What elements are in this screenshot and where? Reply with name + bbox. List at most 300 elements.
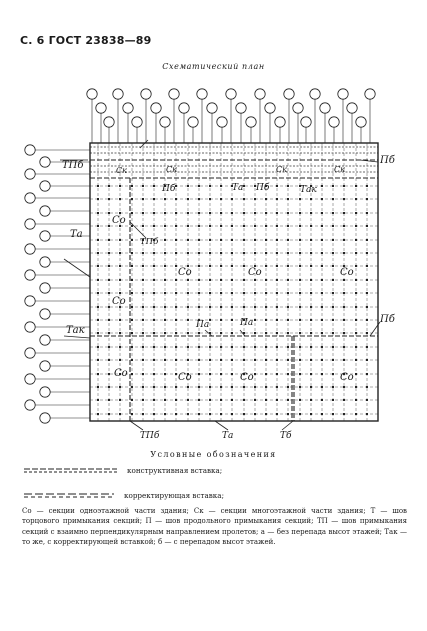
- column-mark: [198, 399, 200, 401]
- column-mark: [119, 239, 121, 241]
- column-mark: [310, 306, 312, 308]
- column-mark: [310, 319, 312, 321]
- column-mark: [108, 212, 110, 214]
- column-mark: [164, 292, 166, 294]
- column-mark: [231, 279, 233, 281]
- column-mark: [164, 239, 166, 241]
- column-mark: [131, 373, 133, 375]
- column-mark: [299, 292, 301, 294]
- column-mark: [108, 399, 110, 401]
- column-mark: [153, 413, 155, 415]
- column-mark: [142, 306, 144, 308]
- column-mark: [265, 252, 267, 254]
- label-ta-bottom: Та: [222, 431, 234, 441]
- column-mark: [142, 413, 144, 415]
- column-mark: [276, 198, 278, 200]
- label-tak-left: Так: [66, 325, 85, 336]
- column-mark: [243, 306, 245, 308]
- axis-bubble: [25, 145, 35, 155]
- column-mark: [131, 212, 133, 214]
- column-mark: [153, 198, 155, 200]
- column-mark: [254, 239, 256, 241]
- column-mark: [299, 225, 301, 227]
- column-mark: [366, 359, 368, 361]
- column-mark: [355, 239, 357, 241]
- column-mark: [142, 292, 144, 294]
- column-mark: [321, 346, 323, 348]
- column-mark: [332, 265, 334, 267]
- column-mark: [287, 292, 289, 294]
- leader-line: [64, 336, 90, 338]
- column-mark: [108, 359, 110, 361]
- column-mark: [321, 252, 323, 254]
- column-mark: [198, 332, 200, 334]
- column-mark: [220, 346, 222, 348]
- column-mark: [231, 373, 233, 375]
- column-mark: [366, 279, 368, 281]
- axis-bubble: [40, 335, 50, 345]
- column-mark: [175, 359, 177, 361]
- column-mark: [187, 399, 189, 401]
- axis-bubble: [40, 257, 50, 267]
- column-mark: [209, 346, 211, 348]
- column-mark: [175, 346, 177, 348]
- column-mark: [97, 386, 99, 388]
- axis-bubble: [40, 413, 50, 423]
- column-mark: [231, 332, 233, 334]
- column-mark: [276, 413, 278, 415]
- column-mark: [209, 212, 211, 214]
- column-mark: [187, 292, 189, 294]
- column-mark: [175, 386, 177, 388]
- column-mark: [198, 225, 200, 227]
- column-mark: [243, 252, 245, 254]
- column-mark: [164, 265, 166, 267]
- column-mark: [287, 185, 289, 187]
- column-mark: [131, 413, 133, 415]
- axis-bubble: [265, 103, 275, 113]
- column-mark: [254, 279, 256, 281]
- label-tpb-bottom: ТПб: [140, 431, 160, 441]
- column-mark: [164, 399, 166, 401]
- axis-bubble: [217, 117, 227, 127]
- column-mark: [187, 346, 189, 348]
- column-mark: [153, 279, 155, 281]
- column-mark: [332, 359, 334, 361]
- column-mark: [355, 265, 357, 267]
- column-mark: [254, 212, 256, 214]
- label-pb-inner: Пб: [256, 183, 270, 193]
- column-mark: [209, 292, 211, 294]
- column-mark: [343, 399, 345, 401]
- column-mark: [142, 359, 144, 361]
- axis-bubble: [25, 400, 35, 410]
- column-mark: [164, 319, 166, 321]
- column-mark: [119, 399, 121, 401]
- column-mark: [220, 373, 222, 375]
- axis-bubble: [236, 103, 246, 113]
- column-mark: [265, 386, 267, 388]
- axis-bubble: [151, 103, 161, 113]
- column-mark: [175, 225, 177, 227]
- column-mark: [332, 319, 334, 321]
- column-mark: [299, 306, 301, 308]
- column-mark: [310, 225, 312, 227]
- column-mark: [321, 399, 323, 401]
- column-mark: [276, 279, 278, 281]
- column-mark: [332, 373, 334, 375]
- column-mark: [164, 373, 166, 375]
- column-mark: [254, 386, 256, 388]
- column-mark: [355, 332, 357, 334]
- column-mark: [343, 212, 345, 214]
- column-mark: [108, 332, 110, 334]
- column-mark: [153, 212, 155, 214]
- column-mark: [97, 265, 99, 267]
- label-co-left: Со: [112, 296, 126, 307]
- column-mark: [220, 225, 222, 227]
- column-mark: [231, 212, 233, 214]
- column-mark: [175, 306, 177, 308]
- column-mark: [97, 185, 99, 187]
- axis-bubble: [132, 117, 142, 127]
- column-mark: [164, 359, 166, 361]
- column-mark: [153, 252, 155, 254]
- column-mark: [220, 252, 222, 254]
- column-mark: [355, 306, 357, 308]
- leader-line: [282, 421, 293, 430]
- column-mark: [366, 319, 368, 321]
- column-mark: [97, 292, 99, 294]
- column-mark: [97, 359, 99, 361]
- column-mark: [276, 239, 278, 241]
- axis-bubble: [113, 89, 123, 99]
- column-mark: [220, 265, 222, 267]
- column-mark: [299, 373, 301, 375]
- column-mark: [231, 359, 233, 361]
- column-mark: [231, 252, 233, 254]
- axis-bubble: [356, 117, 366, 127]
- column-mark: [254, 225, 256, 227]
- column-mark: [332, 399, 334, 401]
- column-mark: [265, 359, 267, 361]
- column-mark: [287, 386, 289, 388]
- label-ck: Ск: [116, 166, 127, 175]
- column-mark: [355, 198, 357, 200]
- column-mark: [343, 413, 345, 415]
- column-mark: [321, 386, 323, 388]
- column-mark: [187, 359, 189, 361]
- column-mark: [243, 225, 245, 227]
- column-mark: [97, 373, 99, 375]
- column-mark: [299, 359, 301, 361]
- column-mark: [175, 292, 177, 294]
- column-mark: [299, 399, 301, 401]
- column-mark: [198, 373, 200, 375]
- page-header: С. 6 ГОСТ 23838—89: [20, 34, 152, 47]
- column-mark: [142, 386, 144, 388]
- column-mark: [198, 413, 200, 415]
- column-mark: [243, 359, 245, 361]
- column-mark: [108, 198, 110, 200]
- column-mark: [175, 399, 177, 401]
- column-mark: [97, 225, 99, 227]
- column-mark: [119, 292, 121, 294]
- column-mark: [265, 265, 267, 267]
- column-mark: [287, 252, 289, 254]
- column-mark: [343, 225, 345, 227]
- column-mark: [231, 319, 233, 321]
- column-mark: [343, 346, 345, 348]
- axis-bubble: [169, 89, 179, 99]
- column-mark: [332, 292, 334, 294]
- label-co: Со: [240, 372, 254, 383]
- column-mark: [254, 399, 256, 401]
- column-mark: [153, 399, 155, 401]
- column-mark: [287, 239, 289, 241]
- column-mark: [287, 265, 289, 267]
- label-co-left: Со: [114, 368, 128, 379]
- label-ck: Ск: [166, 165, 177, 174]
- column-mark: [321, 306, 323, 308]
- label-pa: Па: [240, 318, 254, 328]
- column-mark: [97, 239, 99, 241]
- column-mark: [231, 413, 233, 415]
- column-mark: [119, 346, 121, 348]
- column-mark: [310, 198, 312, 200]
- column-mark: [243, 399, 245, 401]
- column-mark: [209, 198, 211, 200]
- column-mark: [153, 386, 155, 388]
- column-mark: [175, 279, 177, 281]
- column-mark: [254, 359, 256, 361]
- column-mark: [164, 413, 166, 415]
- column-mark: [198, 212, 200, 214]
- column-mark: [332, 279, 334, 281]
- column-mark: [332, 306, 334, 308]
- axis-bubble: [104, 117, 114, 127]
- axis-bubble: [255, 89, 265, 99]
- column-mark: [355, 413, 357, 415]
- axis-bubble: [25, 348, 35, 358]
- axis-bubble: [365, 89, 375, 99]
- column-mark: [310, 292, 312, 294]
- column-mark: [310, 413, 312, 415]
- column-mark: [355, 252, 357, 254]
- column-mark: [366, 346, 368, 348]
- column-mark: [243, 386, 245, 388]
- column-mark: [108, 239, 110, 241]
- column-mark: [164, 252, 166, 254]
- column-mark: [310, 386, 312, 388]
- axis-bubble: [284, 89, 294, 99]
- column-mark: [265, 332, 267, 334]
- column-mark: [209, 399, 211, 401]
- axis-bubble: [25, 322, 35, 332]
- column-mark: [220, 212, 222, 214]
- column-mark: [142, 252, 144, 254]
- column-mark: [231, 346, 233, 348]
- column-mark: [355, 185, 357, 187]
- column-mark: [131, 185, 133, 187]
- axis-bubble: [96, 103, 106, 113]
- column-mark: [142, 198, 144, 200]
- column-mark: [343, 319, 345, 321]
- column-mark: [265, 225, 267, 227]
- column-mark: [366, 399, 368, 401]
- column-mark: [97, 413, 99, 415]
- column-mark: [366, 185, 368, 187]
- column-mark: [97, 279, 99, 281]
- column-mark: [343, 292, 345, 294]
- column-mark: [243, 265, 245, 267]
- column-mark: [119, 265, 121, 267]
- column-mark: [276, 399, 278, 401]
- axis-bubble: [301, 117, 311, 127]
- column-mark: [97, 319, 99, 321]
- column-mark: [209, 185, 211, 187]
- column-mark: [153, 319, 155, 321]
- column-mark: [287, 198, 289, 200]
- label-tak-inner: Так: [300, 185, 317, 195]
- column-mark: [343, 185, 345, 187]
- column-mark: [142, 279, 144, 281]
- column-mark: [108, 413, 110, 415]
- axis-bubble: [40, 283, 50, 293]
- column-mark: [187, 198, 189, 200]
- column-mark: [355, 399, 357, 401]
- column-mark: [276, 265, 278, 267]
- label-pb-inner: Пб: [162, 184, 176, 194]
- column-mark: [153, 306, 155, 308]
- column-mark: [366, 225, 368, 227]
- axis-bubble: [179, 103, 189, 113]
- column-mark: [220, 386, 222, 388]
- column-mark: [131, 265, 133, 267]
- column-mark: [366, 413, 368, 415]
- label-co: Со: [340, 372, 354, 383]
- column-mark: [366, 373, 368, 375]
- column-mark: [119, 212, 121, 214]
- column-mark: [108, 225, 110, 227]
- column-mark: [131, 332, 133, 334]
- column-mark: [321, 198, 323, 200]
- column-mark: [332, 225, 334, 227]
- column-mark: [142, 399, 144, 401]
- axis-bubble: [141, 89, 151, 99]
- column-mark: [108, 346, 110, 348]
- column-mark: [276, 346, 278, 348]
- column-mark: [220, 198, 222, 200]
- column-mark: [265, 413, 267, 415]
- column-mark: [321, 332, 323, 334]
- axis-bubble: [320, 103, 330, 113]
- column-mark: [299, 265, 301, 267]
- column-mark: [153, 225, 155, 227]
- column-mark: [321, 265, 323, 267]
- column-mark: [276, 306, 278, 308]
- column-mark: [231, 306, 233, 308]
- column-mark: [243, 346, 245, 348]
- column-mark: [231, 225, 233, 227]
- column-mark: [231, 399, 233, 401]
- legend-title: Условные обозначения: [150, 450, 277, 459]
- column-mark: [299, 198, 301, 200]
- label-co: Со: [178, 267, 192, 278]
- column-mark: [287, 212, 289, 214]
- column-mark: [209, 306, 211, 308]
- column-mark: [187, 212, 189, 214]
- column-mark: [321, 373, 323, 375]
- column-mark: [243, 198, 245, 200]
- column-mark: [131, 346, 133, 348]
- column-mark: [142, 185, 144, 187]
- column-mark: [97, 399, 99, 401]
- column-mark: [198, 198, 200, 200]
- column-mark: [332, 198, 334, 200]
- column-mark: [366, 386, 368, 388]
- column-mark: [142, 225, 144, 227]
- column-mark: [310, 373, 312, 375]
- column-mark: [321, 359, 323, 361]
- axis-bubble: [40, 387, 50, 397]
- column-mark: [243, 212, 245, 214]
- column-mark: [287, 413, 289, 415]
- column-mark: [198, 292, 200, 294]
- column-mark: [97, 306, 99, 308]
- column-mark: [231, 239, 233, 241]
- column-mark: [131, 279, 133, 281]
- column-mark: [142, 346, 144, 348]
- column-mark: [355, 279, 357, 281]
- label-co: Со: [340, 267, 354, 278]
- column-mark: [119, 359, 121, 361]
- column-mark: [175, 239, 177, 241]
- column-mark: [254, 373, 256, 375]
- axis-bubble: [207, 103, 217, 113]
- column-mark: [119, 252, 121, 254]
- axis-bubble: [275, 117, 285, 127]
- column-mark: [153, 185, 155, 187]
- column-mark: [220, 306, 222, 308]
- column-mark: [131, 399, 133, 401]
- axis-bubble: [25, 374, 35, 384]
- column-mark: [276, 386, 278, 388]
- column-mark: [231, 265, 233, 267]
- column-mark: [164, 332, 166, 334]
- column-mark: [198, 386, 200, 388]
- column-mark: [198, 185, 200, 187]
- column-mark: [310, 279, 312, 281]
- column-mark: [343, 332, 345, 334]
- column-mark: [321, 225, 323, 227]
- axis-bubble: [25, 244, 35, 254]
- column-mark: [321, 279, 323, 281]
- column-mark: [131, 292, 133, 294]
- column-mark: [209, 279, 211, 281]
- column-mark: [254, 198, 256, 200]
- axis-bubble: [40, 361, 50, 371]
- label-tb-bottom: Тб: [280, 431, 292, 441]
- legend-description: Со — секции одноэтажной части здания; Ск — секции многоэтажной части здания; Т — шов торцового примыкания секций; П — шов продольного примыкания секций; ТП — шов примыкания секций с взаимно перпендикулярным направлением пролетов; а — без перепада высот этажей; Так — то же, с корректирующей вставкой; б — с перепадом высот этажей.: [22, 507, 407, 547]
- column-mark: [187, 413, 189, 415]
- column-mark: [265, 346, 267, 348]
- column-mark: [310, 239, 312, 241]
- column-mark: [175, 373, 177, 375]
- column-mark: [276, 319, 278, 321]
- column-mark: [153, 373, 155, 375]
- column-mark: [243, 292, 245, 294]
